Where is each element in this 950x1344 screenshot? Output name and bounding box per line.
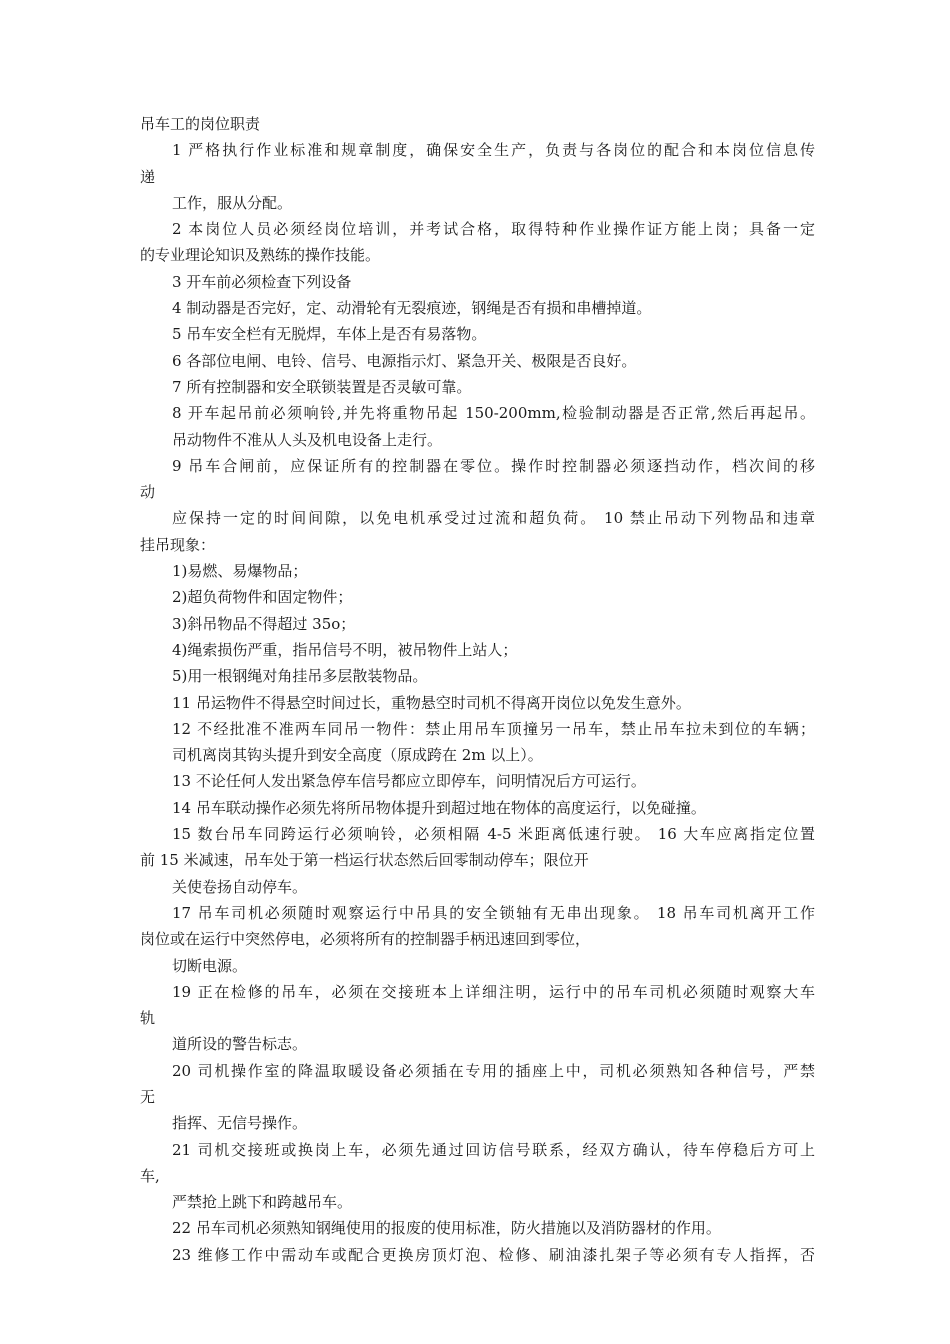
text-line: 15 数台吊车同跨运行必须响铃，必须相隔 4-5 米距离低速行驶。 16 大车应离指定位置 — [172, 825, 815, 844]
text-line: 23 维修工作中需动车或配合更换房顶灯泡、检修、刷油漆扎架子等必须有专人指挥，否 — [172, 1245, 815, 1264]
text-line: 司机离岗其钩头提升到安全高度（原成跨在 2m 以上）。 — [172, 746, 543, 765]
text-line: 4 制动器是否完好，定、动滑轮有无裂痕迹，钢绳是否有损和串槽掉道。 — [172, 299, 652, 318]
text-line: 2)超负荷物件和固定物件； — [172, 588, 353, 607]
text-line: 关使卷扬自动停车。 — [172, 877, 308, 896]
text-line: 11 吊运物件不得悬空时间过长，重物悬空时司机不得离开岗位以免发生意外。 — [172, 693, 691, 712]
text-line: 切断电源。 — [172, 956, 248, 975]
text-line: 挂吊现象： — [140, 535, 216, 554]
text-line: 20 司机操作室的降温取暖设备必须插在专用的插座上中，司机必须熟知各种信号，严禁 — [172, 1061, 815, 1080]
text-line: 严禁抢上跳下和跨越吊车。 — [172, 1193, 353, 1212]
text-line: 3 开车前必须检查下列设备 — [172, 272, 352, 291]
text-line: 6 各部位电闸、电铃、信号、电源指示灯、紧急开关、极限是否良好。 — [172, 351, 637, 370]
text-line: 轨 — [140, 1009, 156, 1028]
text-line: 无 — [140, 1087, 156, 1106]
text-line: 17 吊车司机必须随时观察运行中吊具的安全锁轴有无串出现象。 18 吊车司机离开工作 — [172, 903, 815, 922]
text-line: 12 不经批准不准两车同吊一物件：禁止用吊车顶撞另一吊车，禁止吊车拉未到位的车辆； — [172, 719, 815, 738]
text-line: 岗位或在运行中突然停电，必须将所有的控制器手柄迅速回到零位， — [140, 930, 591, 949]
text-line: 8 开车起吊前必须响铃,并先将重物吊起 150-200mm,检验制动器是否正常,然后再起吊。 — [172, 404, 815, 423]
text-line: 前 15 米减速，吊车处于第一档运行状态然后回零制动停车；限位开 — [140, 851, 589, 870]
text-line: 道所设的警告标志。 — [172, 1035, 308, 1054]
text-line: 22 吊车司机必须熟知钢绳使用的报废的使用标准，防火措施以及消防器材的作用。 — [172, 1219, 721, 1238]
text-line: 4)绳索损伤严重，指吊信号不明，被吊物件上站人； — [172, 640, 518, 659]
text-line: 5)用一根钢绳对角挂吊多层散装物品。 — [172, 667, 428, 686]
text-line: 动 — [140, 483, 156, 502]
text-line: 应保持一定的时间间隙，以免电机承受过过流和超负荷。 10 禁止吊动下列物品和违章 — [172, 509, 815, 528]
text-line: 21 司机交接班或换岗上车，必须先通过回访信号联系，经双方确认，待车停稳后方可上 — [172, 1140, 815, 1159]
text-line: 1 严格执行作业标准和规章制度，确保安全生产，负责与各岗位的配合和本岗位信息传 — [172, 141, 815, 160]
text-line: 19 正在检修的吊车，必须在交接班本上详细注明，运行中的吊车司机必须随时观察大车 — [172, 982, 815, 1001]
document-body — [140, 111, 815, 1268]
text-line: 9 吊车合闸前，应保证所有的控制器在零位。操作时控制器必须逐挡动作，档次间的移 — [172, 456, 815, 475]
text-line: 13 不论任何人发出紧急停车信号都应立即停车，问明情况后方可运行。 — [172, 772, 646, 791]
text-line: 5 吊车安全栏有无脱焊，车体上是否有易落物。 — [172, 325, 487, 344]
text-line: 14 吊车联动操作必须先将所吊物体提升到超过地在物体的高度运行，以免碰撞。 — [172, 798, 706, 817]
text-line: 递 — [140, 167, 156, 186]
document-title: 吊车工的岗位职责 — [140, 115, 261, 133]
text-line: 指挥、无信号操作。 — [172, 1114, 308, 1133]
text-line: 2 本岗位人员必须经岗位培训，并考试合格，取得特种作业操作证方能上岗；具备一定 — [172, 220, 815, 239]
text-line: 1)易燃、易爆物品； — [172, 562, 308, 581]
text-line: 车, — [140, 1166, 160, 1185]
text-line: 的专业理论知识及熟练的操作技能。 — [140, 246, 381, 265]
text-line: 吊动物件不准从人头及机电设备上走行。 — [172, 430, 443, 449]
text-line: 工作，服从分配。 — [172, 193, 293, 212]
text-line: 7 所有控制器和安全联锁装置是否灵敏可靠。 — [172, 377, 472, 396]
text-line: 3)斜吊物品不得超过 35o； — [172, 614, 356, 633]
